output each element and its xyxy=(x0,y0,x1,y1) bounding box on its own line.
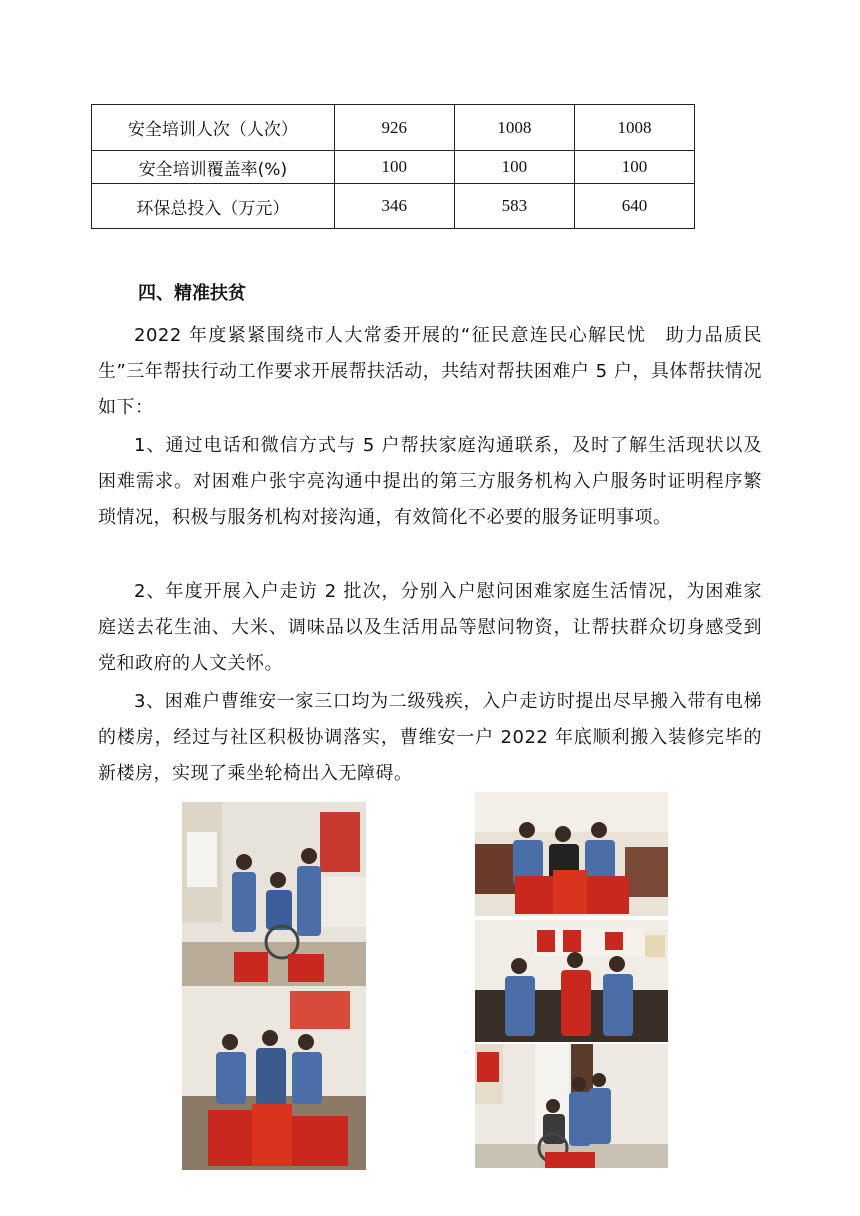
table-row xyxy=(92,151,695,184)
row-value: 583 xyxy=(454,184,574,229)
section-heading: 四、精准扶贫 xyxy=(138,283,246,304)
row-value: 100 xyxy=(574,151,694,184)
table-row xyxy=(92,184,695,229)
table-row xyxy=(92,105,695,151)
row-value: 346 xyxy=(334,184,454,229)
photo-visit-wheelchair xyxy=(182,802,366,986)
row-value: 100 xyxy=(454,151,574,184)
stats-table xyxy=(91,104,695,229)
row-label: 安全培训覆盖率(%) xyxy=(92,151,335,184)
paragraph-item-2: 2、年度开展入户走访 2 批次，分别入户慰问困难家庭生活情况，为困难家庭送去花生油、大米、调味品以及生活用品等慰问物资，让帮扶群众切身感受到党和政府的人文关怀。 xyxy=(98,581,762,674)
row-label: 安全培训人次（人次） xyxy=(92,105,335,151)
photo-visit-living-room xyxy=(475,920,668,1042)
photo-visit-home xyxy=(475,792,668,916)
paragraph-intro: 2022 年度紧紧围绕市人大常委开展的“征民意连民心解民忧 助力品质民生”三年帮扶行动工作要求开展帮扶活动，共结对帮扶困难户 5 户，具体帮扶情况如下： xyxy=(98,325,762,418)
row-value: 100 xyxy=(334,151,454,184)
row-value: 926 xyxy=(334,105,454,151)
photo-visit-new-home xyxy=(475,1044,668,1168)
row-value: 1008 xyxy=(454,105,574,151)
paragraph-item-1: 1、通过电话和微信方式与 5 户帮扶家庭沟通联系，及时了解生活现状以及困难需求。对困难户张宇亮沟通中提出的第三方服务机构入户服务时证明程序繁琐情况，积极与服务机构对接沟通，有效简化不必要的服务证明事项。 xyxy=(98,435,762,528)
photo-visit-gifts xyxy=(182,986,366,1170)
paragraph-item-3: 3、困难户曹维安一家三口均为二级残疾，入户走访时提出尽早搬入带有电梯的楼房，经过与社区积极协调落实，曹维安一户 2022 年底顺利搬入装修完毕的新楼房，实现了乘坐轮椅出入无障碍。 xyxy=(98,691,762,784)
row-value: 640 xyxy=(574,184,694,229)
row-value: 1008 xyxy=(574,105,694,151)
row-label: 环保总投入（万元） xyxy=(92,184,335,229)
